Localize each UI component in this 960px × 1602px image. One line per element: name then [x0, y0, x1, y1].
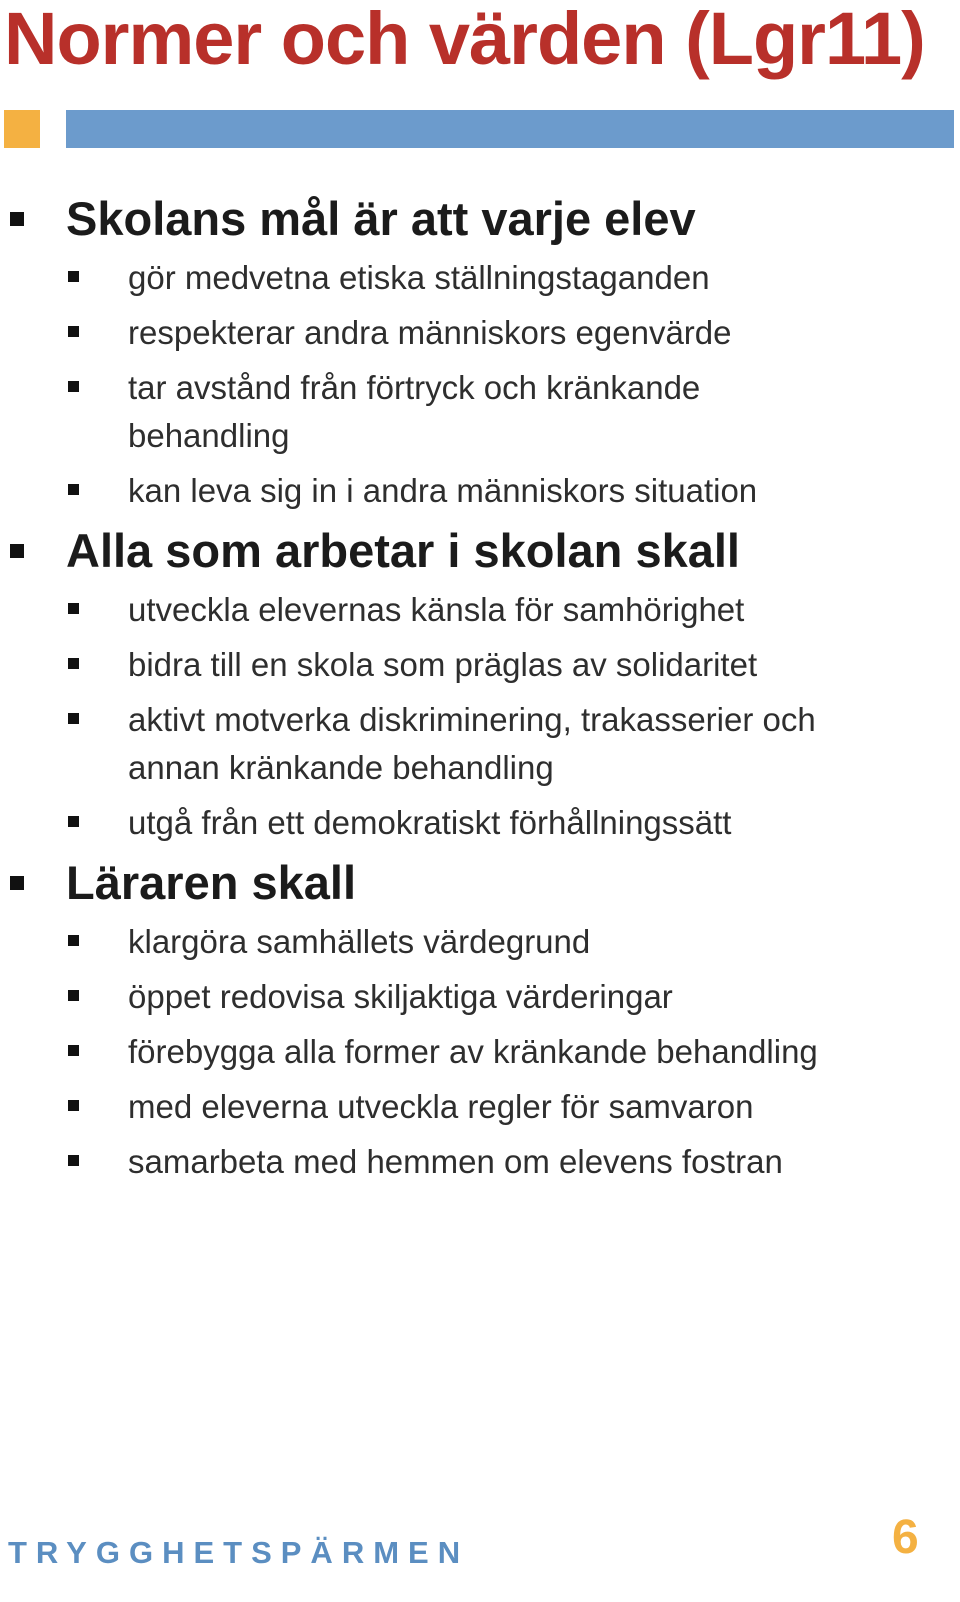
list-item-text: med eleverna utveckla regler för samvaron [128, 1088, 754, 1125]
list-item-text: förebygga alla former av kränkande behandling [128, 1033, 818, 1070]
square-bullet-icon [68, 1100, 79, 1111]
list-item-text: öppet redovisa skiljaktiga värderingar [128, 978, 673, 1015]
list-item [0, 696, 828, 792]
accent-square [4, 110, 40, 148]
section-alla-som-arbetar [0, 522, 960, 847]
square-bullet-icon [68, 1045, 79, 1056]
section-skolans-mal [0, 190, 960, 515]
square-bullet-icon [68, 816, 79, 827]
list-item-text: respekterar andra människors egenvärde [128, 314, 732, 351]
accent-bar [66, 110, 954, 148]
list-item-text: utveckla elevernas känsla för samhörighet [128, 591, 745, 628]
square-bullet-icon [10, 544, 24, 558]
list-item-text: utgå från ett demokratiskt förhållningssätt [128, 804, 732, 841]
list-item-text: bidra till en skola som präglas av solidaritet [128, 646, 758, 683]
list-item-text: kan leva sig in i andra människors situation [128, 472, 758, 509]
page-number: 6 [892, 1511, 919, 1564]
footer-brand: TRYGGHETSPÄRMEN [8, 1535, 470, 1570]
square-bullet-icon [68, 935, 79, 946]
list-item [0, 641, 960, 689]
list-item-text: tar avstånd från förtryck och kränkande behandling [128, 369, 701, 454]
list-item-text: samarbeta med hemmen om elevens fostran [128, 1143, 783, 1180]
section-heading-text: Läraren skall [66, 856, 357, 909]
square-bullet-icon [68, 990, 79, 1001]
section-heading [0, 522, 960, 580]
section-heading [0, 190, 960, 248]
list-item [0, 918, 960, 966]
square-bullet-icon [68, 713, 79, 724]
section-heading [0, 854, 960, 912]
list-item-text: aktivt motverka diskriminering, trakasserier och annan kränkande behandling [128, 701, 816, 786]
square-bullet-icon [68, 658, 79, 669]
square-bullet-icon [10, 876, 24, 890]
page-title: Normer och värden (Lgr11) [4, 0, 925, 80]
list-item [0, 1083, 960, 1131]
square-bullet-icon [68, 603, 79, 614]
square-bullet-icon [68, 1155, 79, 1166]
square-bullet-icon [68, 484, 79, 495]
square-bullet-icon [68, 381, 79, 392]
list-item [0, 586, 960, 634]
square-bullet-icon [10, 212, 24, 226]
section-lararen-skall [0, 854, 960, 1186]
list-item-text: klargöra samhällets värdegrund [128, 923, 591, 960]
list-item [0, 467, 960, 515]
square-bullet-icon [68, 271, 79, 282]
list-item [0, 799, 960, 847]
list-item-text: gör medvetna etiska ställningstaganden [128, 259, 710, 296]
list-item [0, 364, 828, 460]
list-item [0, 309, 960, 357]
section-heading-text: Alla som arbetar i skolan skall [66, 524, 740, 577]
square-bullet-icon [68, 326, 79, 337]
list-item [0, 973, 960, 1021]
content-list [0, 190, 960, 1193]
list-item [0, 1028, 960, 1076]
section-heading-text: Skolans mål är att varje elev [66, 192, 696, 245]
list-item [0, 1138, 960, 1186]
list-item [0, 254, 960, 302]
